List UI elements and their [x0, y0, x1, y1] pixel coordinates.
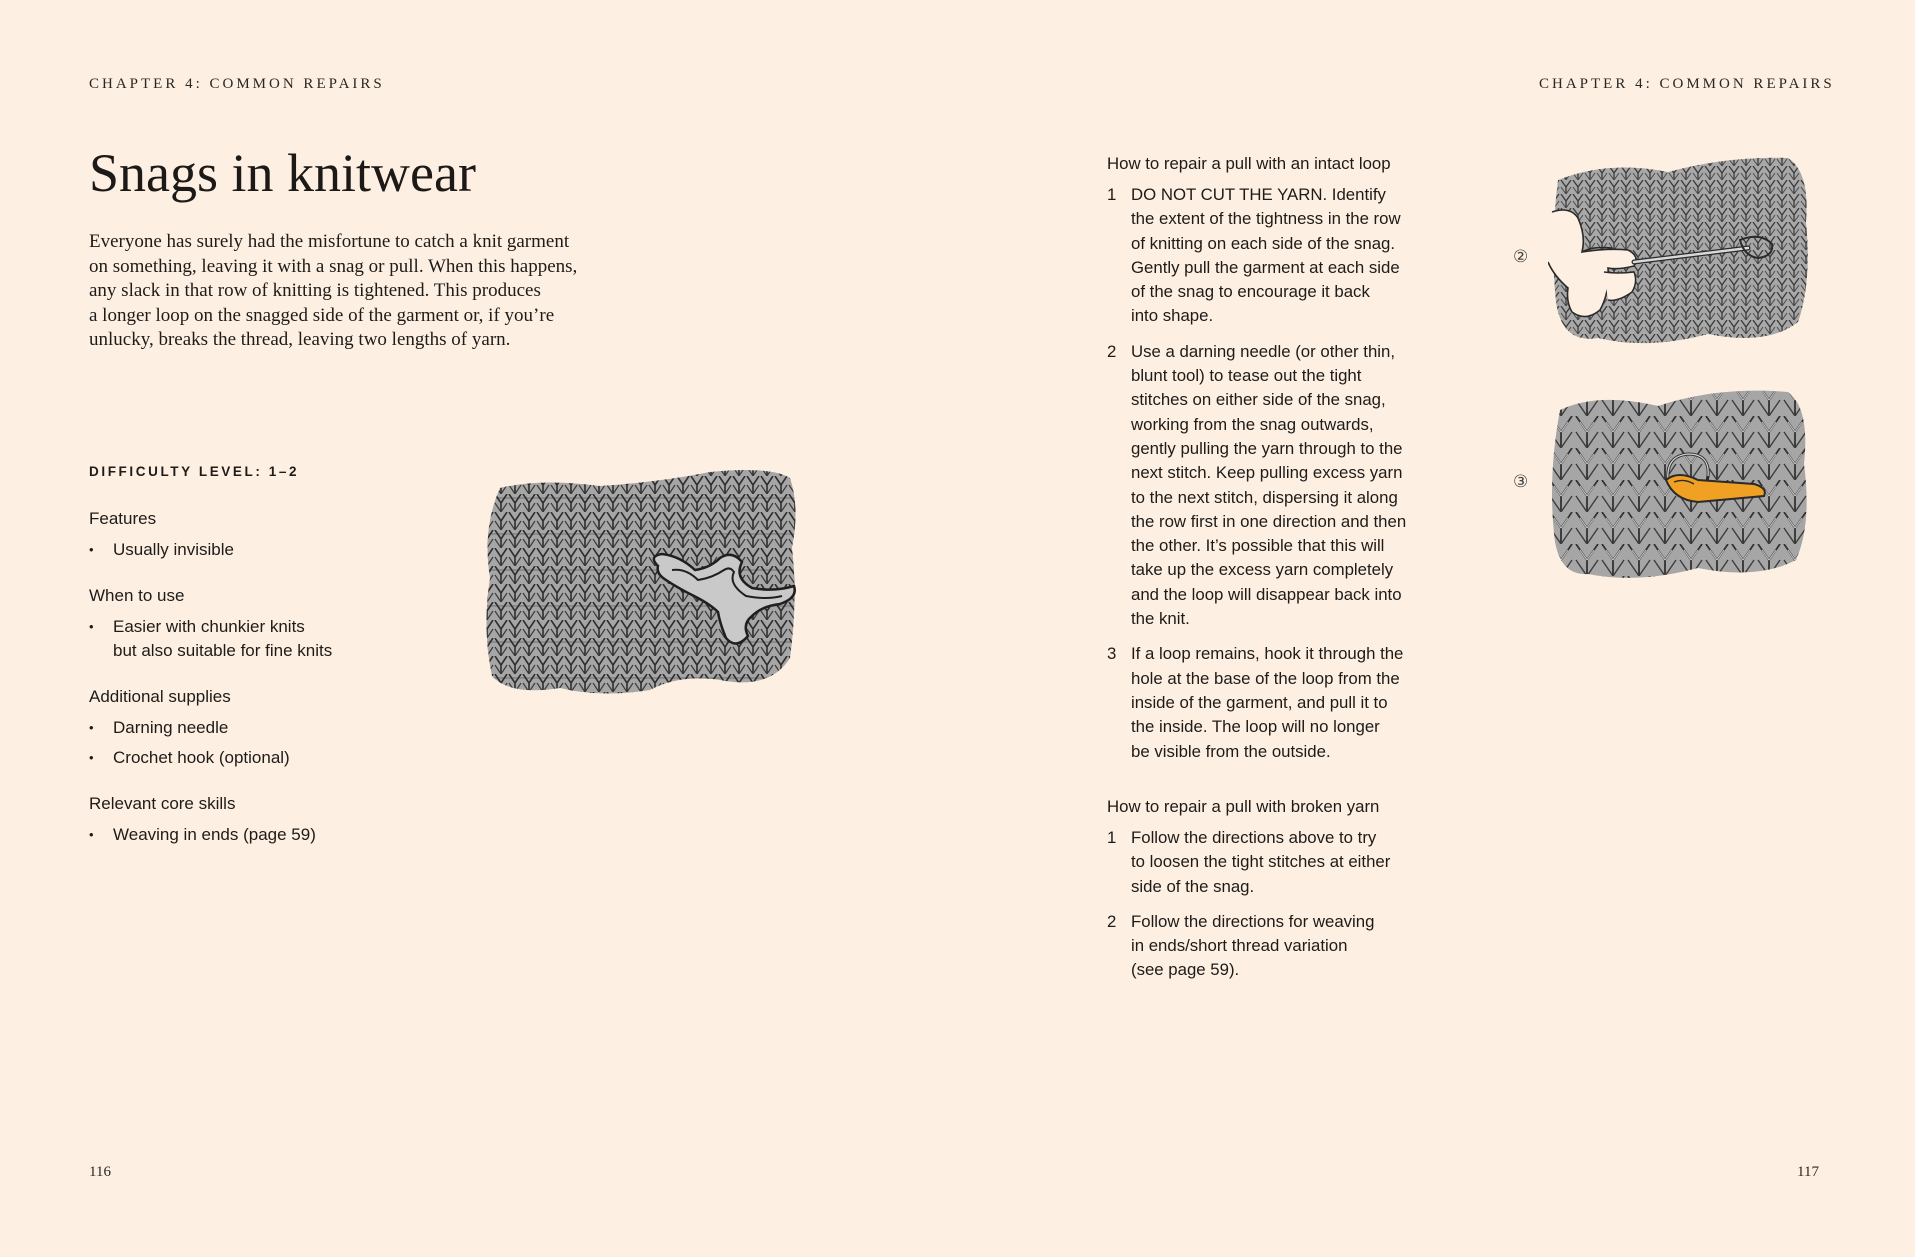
when-to-use-list	[89, 615, 429, 664]
steps-list	[1107, 183, 1437, 764]
list-item: • Usually invisible	[89, 538, 429, 563]
core-skills-heading: Relevant core skills	[89, 793, 236, 813]
page-title: Snags in knitwear	[89, 143, 476, 203]
intro-line: Everyone has surely had the misfortune to catch a knit garment	[89, 231, 570, 252]
steps-list	[1107, 826, 1437, 983]
step-number: 2	[1107, 911, 1117, 931]
step-item: 1 Follow the directions above to try to loosen the tight stitches at either side of the snag.	[1107, 828, 1391, 896]
steps-broken-yarn	[1107, 796, 1437, 994]
section-heading-broken-yarn: How to repair a pull with broken yarn	[1107, 797, 1380, 816]
intro-line: any slack in that row of knitting is tightened. This produces	[89, 280, 541, 301]
sidebar-info	[89, 508, 429, 869]
page-number-left: 116	[89, 1164, 111, 1180]
list-item: • Crochet hook (optional)	[89, 746, 429, 771]
snag-illustration	[480, 458, 820, 703]
supplies-list	[89, 716, 429, 771]
step-item: 1 DO NOT CUT THE YARN. Identify the extent of the tightness in the row of knitting on each side of the snag. Gently pull the garment at each side of the snag to encourage it back into shape.	[1107, 185, 1401, 326]
features-list	[89, 538, 429, 563]
step-item: 2 Follow the directions for weaving in ends/short thread variation (see page 59).	[1107, 911, 1375, 980]
list-item: • Weaving in ends (page 59)	[89, 823, 429, 848]
steps-intact-loop	[1107, 153, 1437, 775]
figure-label-3: ③	[1513, 472, 1529, 491]
figure-3-crochet-hook	[1548, 384, 1816, 584]
intro-line: unlucky, breaks the thread, leaving two lengths of yarn.	[89, 329, 511, 350]
intro-line: a longer loop on the snagged side of the garment or, if you’re	[89, 304, 555, 326]
page-number-right: 117	[1797, 1164, 1819, 1180]
figure-label-2: ②	[1513, 247, 1529, 266]
core-skills-list	[89, 823, 429, 848]
step-number: 3	[1107, 644, 1117, 664]
list-item: • Darning needle	[89, 716, 429, 741]
when-to-use-heading: When to use	[89, 585, 185, 605]
step-item: 3 If a loop remains, hook it through the hole at the base of the loop from the inside of the garment, and pull it to the inside. The loop will no longer be visible from the outside.	[1107, 644, 1404, 761]
intro-paragraph	[89, 230, 689, 353]
step-number: 1	[1107, 185, 1117, 204]
figure-2-pull-stitches	[1548, 152, 1816, 352]
step-item: 2 Use a darning needle (or other thin, blunt tool) to tease out the tight stitches on either side of the snag, working from the snag outwards, gently pulling the yarn through to the next stitch. Keep pulling excess yarn to the next stitch, dispersing it along the row first in one direction and then the other. It’s possible that this will take up the excess yarn completely and the loop will disappear back into the knit.	[1107, 341, 1407, 629]
list-item: • Easier with chunkier knits but also suitable for fine knits	[89, 615, 429, 664]
features-heading: Features	[89, 509, 157, 528]
running-head-left: CHAPTER 4: COMMON REPAIRS	[89, 76, 385, 92]
section-heading-intact-loop: How to repair a pull with an intact loop	[1107, 154, 1391, 173]
running-head-right: CHAPTER 4: COMMON REPAIRS	[1539, 76, 1835, 92]
step-number: 2	[1107, 341, 1117, 361]
step-number: 1	[1107, 828, 1117, 847]
supplies-heading: Additional supplies	[89, 686, 231, 706]
difficulty-level: DIFFICULTY LEVEL: 1–2	[89, 464, 300, 479]
intro-line: on something, leaving it with a snag or pull. When this happens,	[89, 255, 578, 277]
